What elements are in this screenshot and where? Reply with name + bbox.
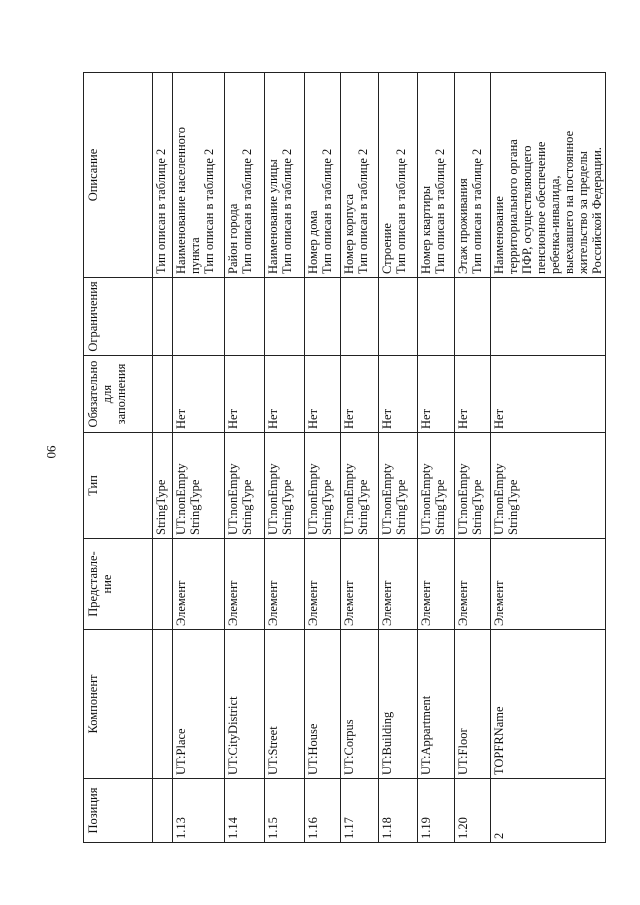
required-cell [173, 356, 225, 433]
component-cell [418, 630, 455, 779]
text-line: StringType [280, 479, 294, 535]
text-line: UT:nonEmpty [266, 463, 280, 535]
text-line: UT:nonEmpty [174, 463, 188, 535]
text-line: Компонент [86, 674, 100, 734]
table-row [418, 73, 455, 843]
text-line: 1.16 [306, 817, 320, 839]
text-line: Наименование населенного [174, 127, 188, 274]
header-cell [84, 73, 153, 278]
text-line: Тип описан в таблице 2 [394, 148, 408, 274]
header-cell [84, 278, 153, 356]
type-cell [379, 433, 418, 539]
representation-cell [418, 539, 455, 630]
schema-table [83, 72, 606, 843]
text-line: Номер дома [306, 210, 320, 274]
text-line: Нет [342, 408, 356, 429]
page-number: 90 [44, 445, 59, 459]
representation-cell [455, 539, 491, 630]
text-line: Тип [86, 475, 100, 496]
text-line: Российской Федерации. [590, 147, 604, 274]
position-cell [455, 779, 491, 843]
table-row [379, 73, 418, 843]
text-line: пенсионное обеспечение [534, 141, 548, 274]
component-cell [225, 630, 265, 779]
text-line: Тип описан в таблице 2 [320, 148, 334, 274]
representation-cell [379, 539, 418, 630]
text-line: UT:Building [380, 711, 394, 775]
table-row [305, 73, 341, 843]
text-line: StringType [470, 479, 484, 535]
header-cell [84, 630, 153, 779]
description-cell [265, 73, 305, 278]
component-cell [455, 630, 491, 779]
text-line: Нет [266, 408, 280, 429]
text-line: StringType [356, 479, 370, 535]
component-cell [265, 630, 305, 779]
text-line: Номер корпуса [342, 194, 356, 274]
text-line: Элемент [342, 580, 356, 626]
position-cell [491, 779, 606, 843]
text-line: выехавшего на постоянное [562, 130, 576, 274]
type-cell [341, 433, 379, 539]
type-cell [455, 433, 491, 539]
limits-cell [265, 278, 305, 356]
text-line: Описание [86, 148, 100, 202]
limits-cell [225, 278, 265, 356]
limits-cell [173, 278, 225, 356]
table-row [491, 73, 606, 843]
table-row [265, 73, 305, 843]
component-cell [379, 630, 418, 779]
text-line: UT:nonEmpty [226, 463, 240, 535]
required-cell [305, 356, 341, 433]
type-cell [225, 433, 265, 539]
text-line: Элемент [306, 580, 320, 626]
text-line: пункта [188, 237, 202, 274]
text-line: 1.20 [456, 817, 470, 839]
limits-cell [455, 278, 491, 356]
table-row [225, 73, 265, 843]
text-line: Нет [456, 408, 470, 429]
text-line: Элемент [456, 580, 470, 626]
description-cell [225, 73, 265, 278]
position-cell [305, 779, 341, 843]
position-cell [418, 779, 455, 843]
header-cell [84, 539, 153, 630]
text-line: UT:CityDistrict [226, 696, 240, 775]
limits-cell [305, 278, 341, 356]
description-cell: Тип описан в таблице 2 [153, 73, 173, 278]
header-cell [84, 433, 153, 539]
text-line: Элемент [174, 580, 188, 626]
description-cell [418, 73, 455, 278]
component-cell [305, 630, 341, 779]
text-line: UT:House [306, 723, 320, 775]
text-line: UT:Place [174, 728, 188, 775]
text-line: TOPFRName [492, 706, 506, 775]
text-line: StringType [433, 479, 447, 535]
table-row [341, 73, 379, 843]
limits-cell [379, 278, 418, 356]
text-line: 1.14 [226, 817, 240, 839]
position-cell [379, 779, 418, 843]
text-line: Тип описан в таблице 2 [240, 148, 254, 274]
required-cell [491, 356, 606, 433]
text-line: Позиция [86, 787, 100, 834]
text-line: StringType [394, 479, 408, 535]
text-line: Наименование [492, 196, 506, 274]
text-line: Элемент [492, 580, 506, 626]
text-line: ние [100, 574, 114, 594]
table-row [455, 73, 491, 843]
description-cell [305, 73, 341, 278]
text-line: UT:nonEmpty [492, 463, 506, 535]
type-cell [491, 433, 606, 539]
limits-cell [341, 278, 379, 356]
text-line: 1.15 [266, 817, 280, 839]
header-cell [84, 779, 153, 843]
text-line: Нет [306, 408, 320, 429]
text-line: UT:nonEmpty [306, 463, 320, 535]
text-line: территориального органа [506, 139, 520, 274]
text-line: Элемент [266, 580, 280, 626]
position-cell [341, 779, 379, 843]
text-line: UT:nonEmpty [380, 463, 394, 535]
description-cell [491, 73, 606, 278]
text-line: Элемент [419, 580, 433, 626]
text-line: Нет [492, 408, 506, 429]
text-line: StringType [240, 479, 254, 535]
text-line: заполнения [114, 363, 128, 425]
text-line: 1.18 [380, 817, 394, 839]
limits-cell [491, 278, 606, 356]
text-line: UT:Floor [456, 728, 470, 775]
text-line: Нет [419, 408, 433, 429]
text-line: 2 [492, 832, 506, 839]
type-cell [173, 433, 225, 539]
component-cell [341, 630, 379, 779]
table-cell [153, 630, 173, 779]
text-line: UT:Appartment [419, 695, 433, 775]
text-line: UT:nonEmpty [342, 463, 356, 535]
text-line: Тип описан в таблице 2 [470, 148, 484, 274]
text-line: Строение [380, 223, 394, 274]
text-line: StringType [506, 479, 520, 535]
description-cell [379, 73, 418, 278]
text-line: UT:nonEmpty [419, 463, 433, 535]
required-cell [265, 356, 305, 433]
type-cell: StringType [153, 433, 173, 539]
component-cell [491, 630, 606, 779]
text-line: Элемент [226, 580, 240, 626]
text-line: Тип описан в таблице 2 [433, 148, 447, 274]
representation-cell [341, 539, 379, 630]
text-line: Нет [380, 408, 394, 429]
text-line: Район города [226, 203, 240, 274]
text-line: UT:Street [266, 726, 280, 775]
text-line: Элемент [380, 580, 394, 626]
rotated-table-container [83, 73, 604, 843]
description-cell [173, 73, 225, 278]
position-cell [225, 779, 265, 843]
position-cell [265, 779, 305, 843]
limits-cell [418, 278, 455, 356]
required-cell [225, 356, 265, 433]
text-line: StringType [320, 479, 334, 535]
text-line: Тип описан в таблице 2 [356, 148, 370, 274]
text-line: ребенка-инвалида, [548, 175, 562, 274]
header-row [84, 73, 153, 843]
representation-cell [305, 539, 341, 630]
text-line: UT:Corpus [342, 719, 356, 775]
representation-cell [265, 539, 305, 630]
text-line: Номер квартиры [419, 185, 433, 274]
text-line: Этаж проживания [456, 178, 470, 274]
description-cell [341, 73, 379, 278]
text-line: 1.17 [342, 817, 356, 839]
text-line: 1.13 [174, 817, 188, 839]
table-cell [153, 356, 173, 433]
description-cell [455, 73, 491, 278]
type-cell [305, 433, 341, 539]
header-cell [84, 356, 153, 433]
text-line: Представле- [86, 551, 100, 617]
text-line: Тип описан в таблице 2 [280, 148, 294, 274]
text-line: Ограничения [86, 281, 100, 352]
text-line: StringType [188, 479, 202, 535]
representation-cell [491, 539, 606, 630]
type-cell [265, 433, 305, 539]
position-cell [173, 779, 225, 843]
required-cell [341, 356, 379, 433]
text-line: Обязательно [86, 360, 100, 428]
text-line: ПФР, осуществляющего [520, 145, 534, 274]
text-line: Нет [226, 408, 240, 429]
text-line: UT:nonEmpty [456, 463, 470, 535]
required-cell [455, 356, 491, 433]
component-cell [173, 630, 225, 779]
text-line: Нет [174, 408, 188, 429]
table-row [173, 73, 225, 843]
table-cell [153, 278, 173, 356]
text-line: 1.19 [419, 817, 433, 839]
required-cell [418, 356, 455, 433]
text-line: для [100, 384, 114, 404]
type-cell [418, 433, 455, 539]
text-line: жительство за пределы [576, 151, 590, 274]
table-cell [153, 539, 173, 630]
table-cell [153, 779, 173, 843]
continuation-row [153, 73, 173, 843]
representation-cell [173, 539, 225, 630]
text-line: Наименование улицы [266, 159, 280, 274]
representation-cell [225, 539, 265, 630]
required-cell [379, 356, 418, 433]
text-line: Тип описан в таблице 2 [202, 148, 216, 274]
